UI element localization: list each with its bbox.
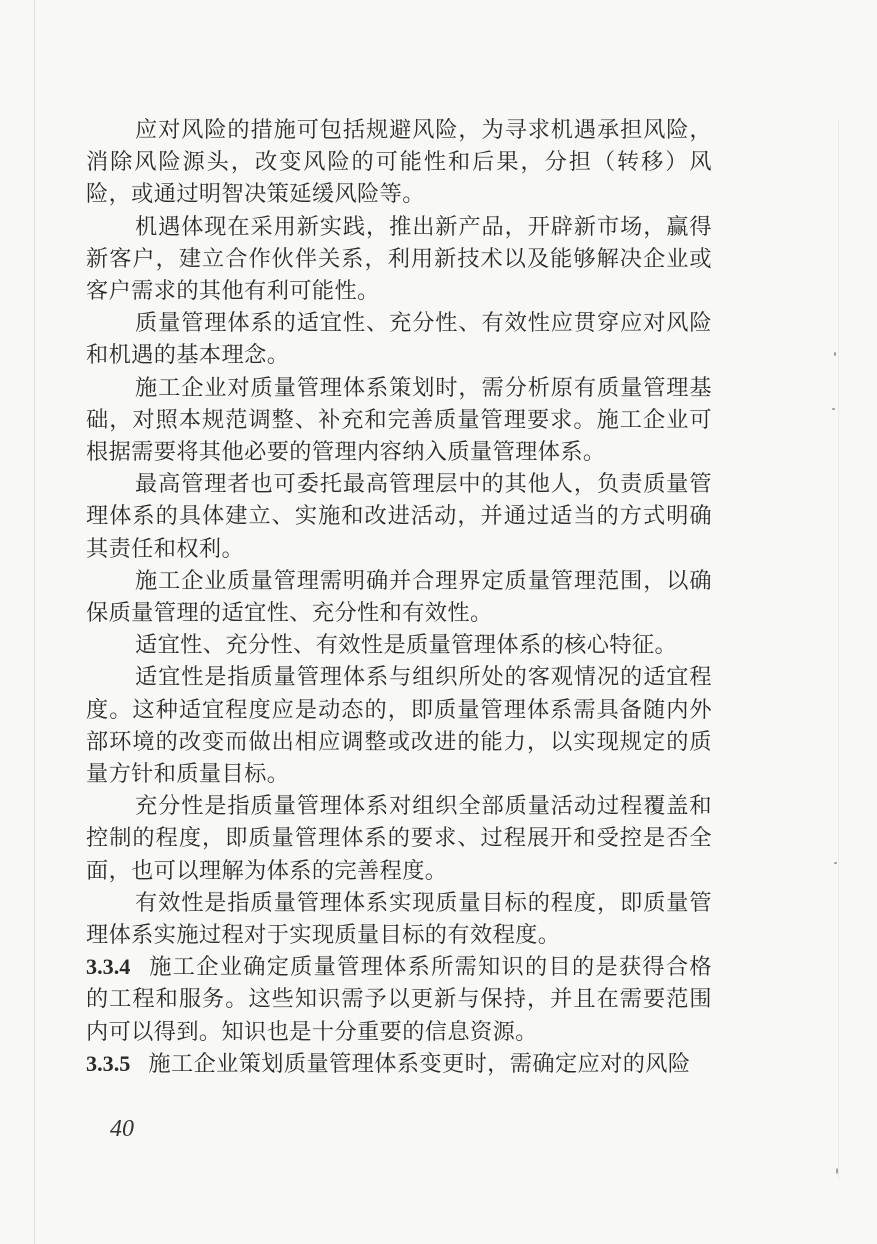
paragraph: 应对风险的措施可包括规避风险，为寻求机遇承担风险，消除风险源头，改变风险的可能性和后果，分担（转移）风险，或通过明智决策延缓风险等。 — [86, 117, 712, 208]
paragraph: 有效性是指质量管理体系实现质量目标的程度，即质量管理体系实施过程对于实现质量目标的有效程度。 — [86, 889, 712, 949]
paragraph: 机遇体现在采用新实践，推出新产品，开辟新市场，赢得新客户，建立合作伙伴关系，利用新技术以及能够解决企业或客户需求的其他有利可能性。 — [86, 213, 712, 305]
scan-speck — [836, 1168, 838, 1174]
scan-speck — [834, 352, 836, 356]
paragraph: 最高管理者也可委托最高管理层中的其他人，负责质量管理体系的具体建立、实施和改进活动，并通过适当的方式明确其责任和权利。 — [86, 471, 712, 562]
paragraph: 适宜性、充分性、有效性是质量管理体系的核心特征。 — [135, 632, 678, 659]
clause-text: 施工企业策划质量管理体系变更时，需确定应对的风险 — [148, 1050, 691, 1077]
scan-speck — [834, 862, 837, 864]
clause-number: 3.3.5 — [86, 1050, 131, 1076]
binding-edge — [34, 0, 35, 1244]
scan-speck — [832, 408, 835, 410]
clause-number: 3.3.4 — [86, 954, 131, 980]
clause-3-3-4 — [86, 951, 712, 1048]
paragraph: 质量管理体系的适宜性、充分性、有效性应贯穿应对风险和机遇的基本理念。 — [86, 310, 712, 369]
paragraph: 充分性是指质量管理体系对组织全部质量活动过程覆盖和控制的程度，即质量管理体系的要求、过程展开和受控是否全面，也可以理解为体系的完善程度。 — [86, 793, 712, 884]
page-edge — [838, 120, 839, 1180]
clause-3-3-5 — [86, 1048, 712, 1080]
paragraph: 施工企业质量管理需明确并合理界定质量管理范围，以确保质量管理的适宜性、充分性和有效性。 — [86, 567, 712, 627]
page-number: 40 — [110, 1116, 134, 1142]
body-text — [86, 114, 712, 1080]
paragraph: 施工企业对质量管理体系策划时，需分析原有质量管理基础，对照本规范调整、补充和完善质量管理要求。施工企业可根据需要将其他必要的管理内容纳入质量管理体系。 — [86, 374, 712, 466]
clause-text: 施工企业确定质量管理体系所需知识的目的是获得合格的工程和服务。这些知识需予以更新与保持，并且在需要范围内可以得到。知识也是十分重要的信息资源。 — [86, 954, 712, 1045]
paragraph: 适宜性是指质量管理体系与组织所处的客观情况的适宜程度。这种适宜程度应是动态的，即质量管理体系需具备随内外部环境的改变而做出相应调整或改进的能力，以实现规定的质量方针和质量目标。 — [86, 664, 712, 788]
